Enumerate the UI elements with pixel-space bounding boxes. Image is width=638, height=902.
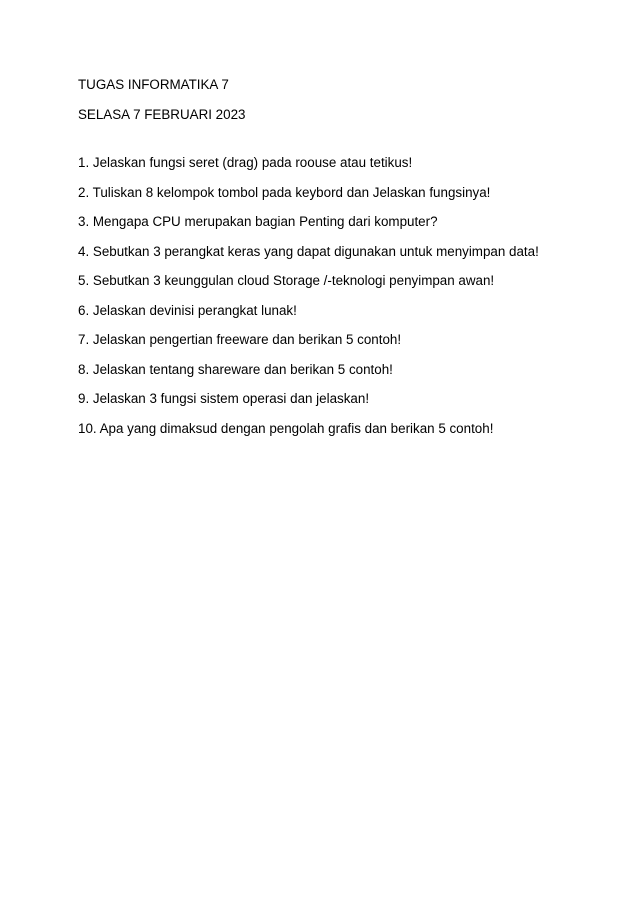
- question-item: 6. Jelaskan devinisi perangkat lunak!: [78, 302, 297, 318]
- question-item: 1. Jelaskan fungsi seret (drag) pada roouse atau tetikus!: [78, 155, 413, 170]
- question-item: 9. Jelaskan 3 fungsi sistem operasi dan jelaskan!: [78, 391, 370, 406]
- document-date: SELASA 7 FEBRUARI 2023: [78, 107, 246, 122]
- question-item: 2. Tuliskan 8 kelompok tombol pada keybord dan Jelaskan fungsinya!: [78, 184, 491, 200]
- question-item: 3. Mengapa CPU merupakan bagian Penting dari komputer?: [78, 214, 438, 229]
- document-title: TUGAS INFORMATIKA 7: [78, 77, 229, 92]
- question-item: 7. Jelaskan pengertian freeware dan berikan 5 contoh!: [78, 332, 402, 347]
- question-item: 5. Sebutkan 3 keunggulan cloud Storage /-teknologi penyimpan awan!: [78, 273, 495, 288]
- question-item: 10. Apa yang dimaksud dengan pengolah grafis dan berikan 5 contoh!: [78, 420, 494, 436]
- question-list: [78, 155, 539, 450]
- question-item: 8. Jelaskan tentang shareware dan berikan 5 contoh!: [78, 361, 393, 377]
- question-item: 4. Sebutkan 3 perangkat keras yang dapat digunakan untuk menyimpan data!: [78, 243, 539, 259]
